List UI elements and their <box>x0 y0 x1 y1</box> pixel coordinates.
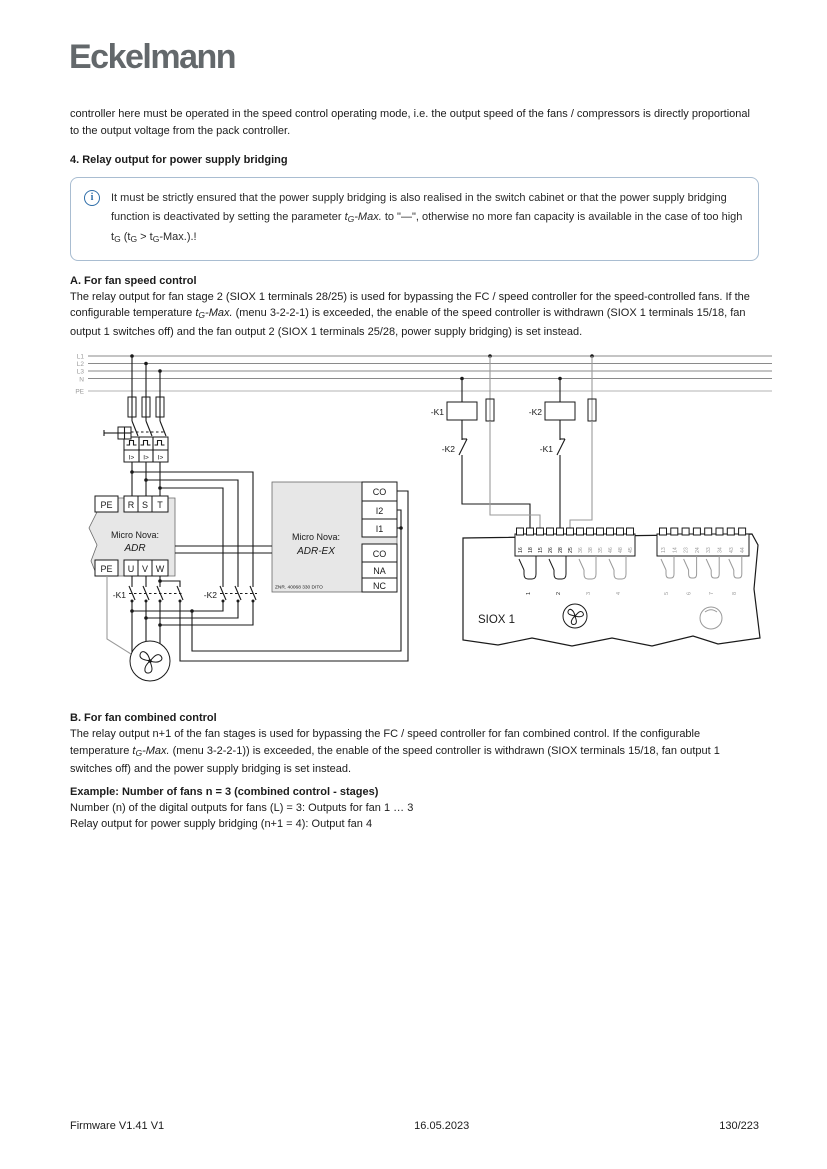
footer-firmware: Firmware V1.41 V1 <box>70 1120 165 1132</box>
adrex-device <box>175 482 397 592</box>
example-line-2: Relay output for power supply bridging (n+1 = 4): Output fan 4 <box>70 818 373 830</box>
terminal-number: 23 <box>683 547 690 553</box>
example-line-1: Number (n) of the digital outputs for fans (L) = 3: Outputs for fan 1 … 3 <box>70 801 414 814</box>
wiring-diagram-svg <box>60 343 775 695</box>
bus-label-l3: L3 <box>76 368 84 376</box>
k2-coil <box>545 402 575 420</box>
terminal-number: 45 <box>628 547 634 553</box>
adrex-model: ADR-EX <box>297 546 335 557</box>
wiring-diagram <box>70 343 759 695</box>
terminal-number: 33 <box>706 547 713 553</box>
k2-nc-label: -K2 <box>441 444 455 454</box>
relay-number: 1 <box>526 591 532 595</box>
k2-nc-contact <box>459 439 467 455</box>
footer-date: 16.05.2023 <box>414 1120 470 1132</box>
overcurrent-label: I> <box>157 454 164 462</box>
contactor-k1-contacts <box>113 576 184 603</box>
siox-module <box>463 528 760 646</box>
adrex-terminal-co2: CO <box>372 549 387 559</box>
relay-number: 2 <box>556 591 562 595</box>
bus-label-l2: L2 <box>76 361 84 368</box>
k1-nc-label: -K1 <box>539 444 553 454</box>
terminal-number: 26 <box>548 547 554 553</box>
relay-number: 8 <box>731 591 738 595</box>
propeller-icon <box>140 652 163 675</box>
terminal-number: 28 <box>558 547 564 553</box>
terminal-number: 16 <box>518 547 524 553</box>
bus-label-n: N <box>79 376 84 384</box>
adr-terminal-w: W <box>155 564 165 574</box>
terminal-number: 13 <box>661 547 667 553</box>
overcurrent-label: I> <box>143 454 149 462</box>
terminal-number: 36 <box>578 547 584 553</box>
adr-name: Micro Nova: <box>110 530 160 540</box>
relay-number: 4 <box>616 591 622 595</box>
phase-drops <box>128 356 166 436</box>
supply-bus <box>75 354 772 396</box>
adr-terminal-pe-top: PE <box>100 500 113 510</box>
overcurrent-label: I> <box>128 454 135 462</box>
adr-terminal-u: U <box>127 564 135 574</box>
adr-terminal-s: S <box>141 500 149 510</box>
relay-number: 3 <box>586 591 592 595</box>
adr-device <box>89 496 175 576</box>
info-box-text: It must be strictly ensured that the power supply bridging is also realised in the switch cabinet or that the power supply bridging function is deactivated by setting the parameter tG-Max. to "—", otherwise no more fan capacity is available in the case of too high tG (tG > tG-Max.).! <box>111 192 743 244</box>
adrex-znr: ZNR. 40068 330 DITO <box>275 585 323 591</box>
siox-label: SIOX 1 <box>478 614 516 626</box>
siox-terminal-strip-1 <box>515 528 635 556</box>
terminal-number: 43 <box>728 547 735 553</box>
adrex-terminal-na: NA <box>373 566 386 576</box>
terminal-number: 34 <box>717 547 724 553</box>
contactor-k1-label: -K1 <box>112 590 126 600</box>
relay-number: 7 <box>709 591 716 595</box>
sectionA-heading: A. For fan speed control <box>70 274 197 287</box>
k1-coil <box>447 402 477 420</box>
relay-number: 6 <box>686 591 693 595</box>
info-icon: i <box>84 190 100 206</box>
k1-nc-contact <box>557 439 565 455</box>
terminal-number: 46 <box>608 547 614 553</box>
adrex-terminal-i2: I2 <box>375 506 384 516</box>
terminal-number: 44 <box>740 547 747 553</box>
adr-terminal-t: T <box>157 500 163 510</box>
section4-heading: 4. Relay output for power supply bridging <box>70 154 288 166</box>
k1-coil-label: -K1 <box>430 407 444 417</box>
k2-coil-label: -K2 <box>528 407 542 417</box>
adr-terminal-pe-bottom: PE <box>100 564 113 574</box>
sectionB-paragraph: The relay output n+1 of the fan stages is used for bypassing the FC / speed controller for fan combined control. If the configurable temperature tG-Max. (menu 3-2-2-1)) is exceeded, the enable of the speed controller is withdrawn (SIOX terminals 15/18, fan output 1 switches off) and the power supply bridging is set instead. <box>70 728 720 775</box>
bus-label-pe: PE <box>75 388 84 396</box>
motor-breaker <box>104 427 168 462</box>
info-box <box>70 177 759 261</box>
page-footer <box>70 1120 759 1132</box>
eckelmann-logo: Eckelmann <box>69 38 236 76</box>
adrex-terminal-nc: NC <box>373 581 386 591</box>
siox-terminal-strip-2 <box>657 528 749 556</box>
sectionB-heading: B. For fan combined control <box>70 712 217 724</box>
example-heading: Example: Number of fans n = 3 (combined control - stages) <box>70 785 379 798</box>
contactor-k2-contacts <box>132 586 257 625</box>
adrex-terminal-i1: I1 <box>375 524 384 534</box>
contactor-k2-label: -K2 <box>203 590 217 600</box>
relay-number: 5 <box>664 591 670 595</box>
footer-page-number: 130/223 <box>719 1120 759 1132</box>
terminal-number: 48 <box>618 547 624 553</box>
adr-terminal-v: V <box>141 564 149 574</box>
terminal-number: 18 <box>528 547 534 553</box>
terminal-number: 35 <box>598 547 604 553</box>
terminal-number: 38 <box>588 547 594 553</box>
intro-paragraph: controller here must be operated in the speed control operating mode, i.e. the output speed of the fans / compressors is directly proportional to the output voltage from the pack controller. <box>70 108 750 137</box>
control-circuit <box>431 354 596 531</box>
adrex-name: Micro Nova: <box>291 532 341 542</box>
adr-terminal-r: R <box>127 500 135 510</box>
terminal-number: 15 <box>538 547 544 553</box>
sectionA-paragraph: The relay output for fan stage 2 (SIOX 1 terminals 28/25) is used for bypassing the FC / speed controller for the speed-controlled fans. If the configurable temperature tG-Max. (menu 3-2-2-1) is exceeded, the enable of the speed controller is withdrawn (SIOX 1 terminals 15/18, fan output 1 switches off) and the fan output 2 (SIOX 1 terminals 25/28, power supply bridging) is set instead. <box>70 290 750 338</box>
terminal-number: 25 <box>568 547 574 553</box>
page-content <box>70 106 759 833</box>
adr-model: ADR <box>124 543 146 554</box>
bus-label-l1: L1 <box>76 353 84 361</box>
terminal-number: 24 <box>694 547 701 553</box>
terminal-number: 14 <box>672 547 679 553</box>
adrex-terminal-co1: CO <box>372 487 387 497</box>
